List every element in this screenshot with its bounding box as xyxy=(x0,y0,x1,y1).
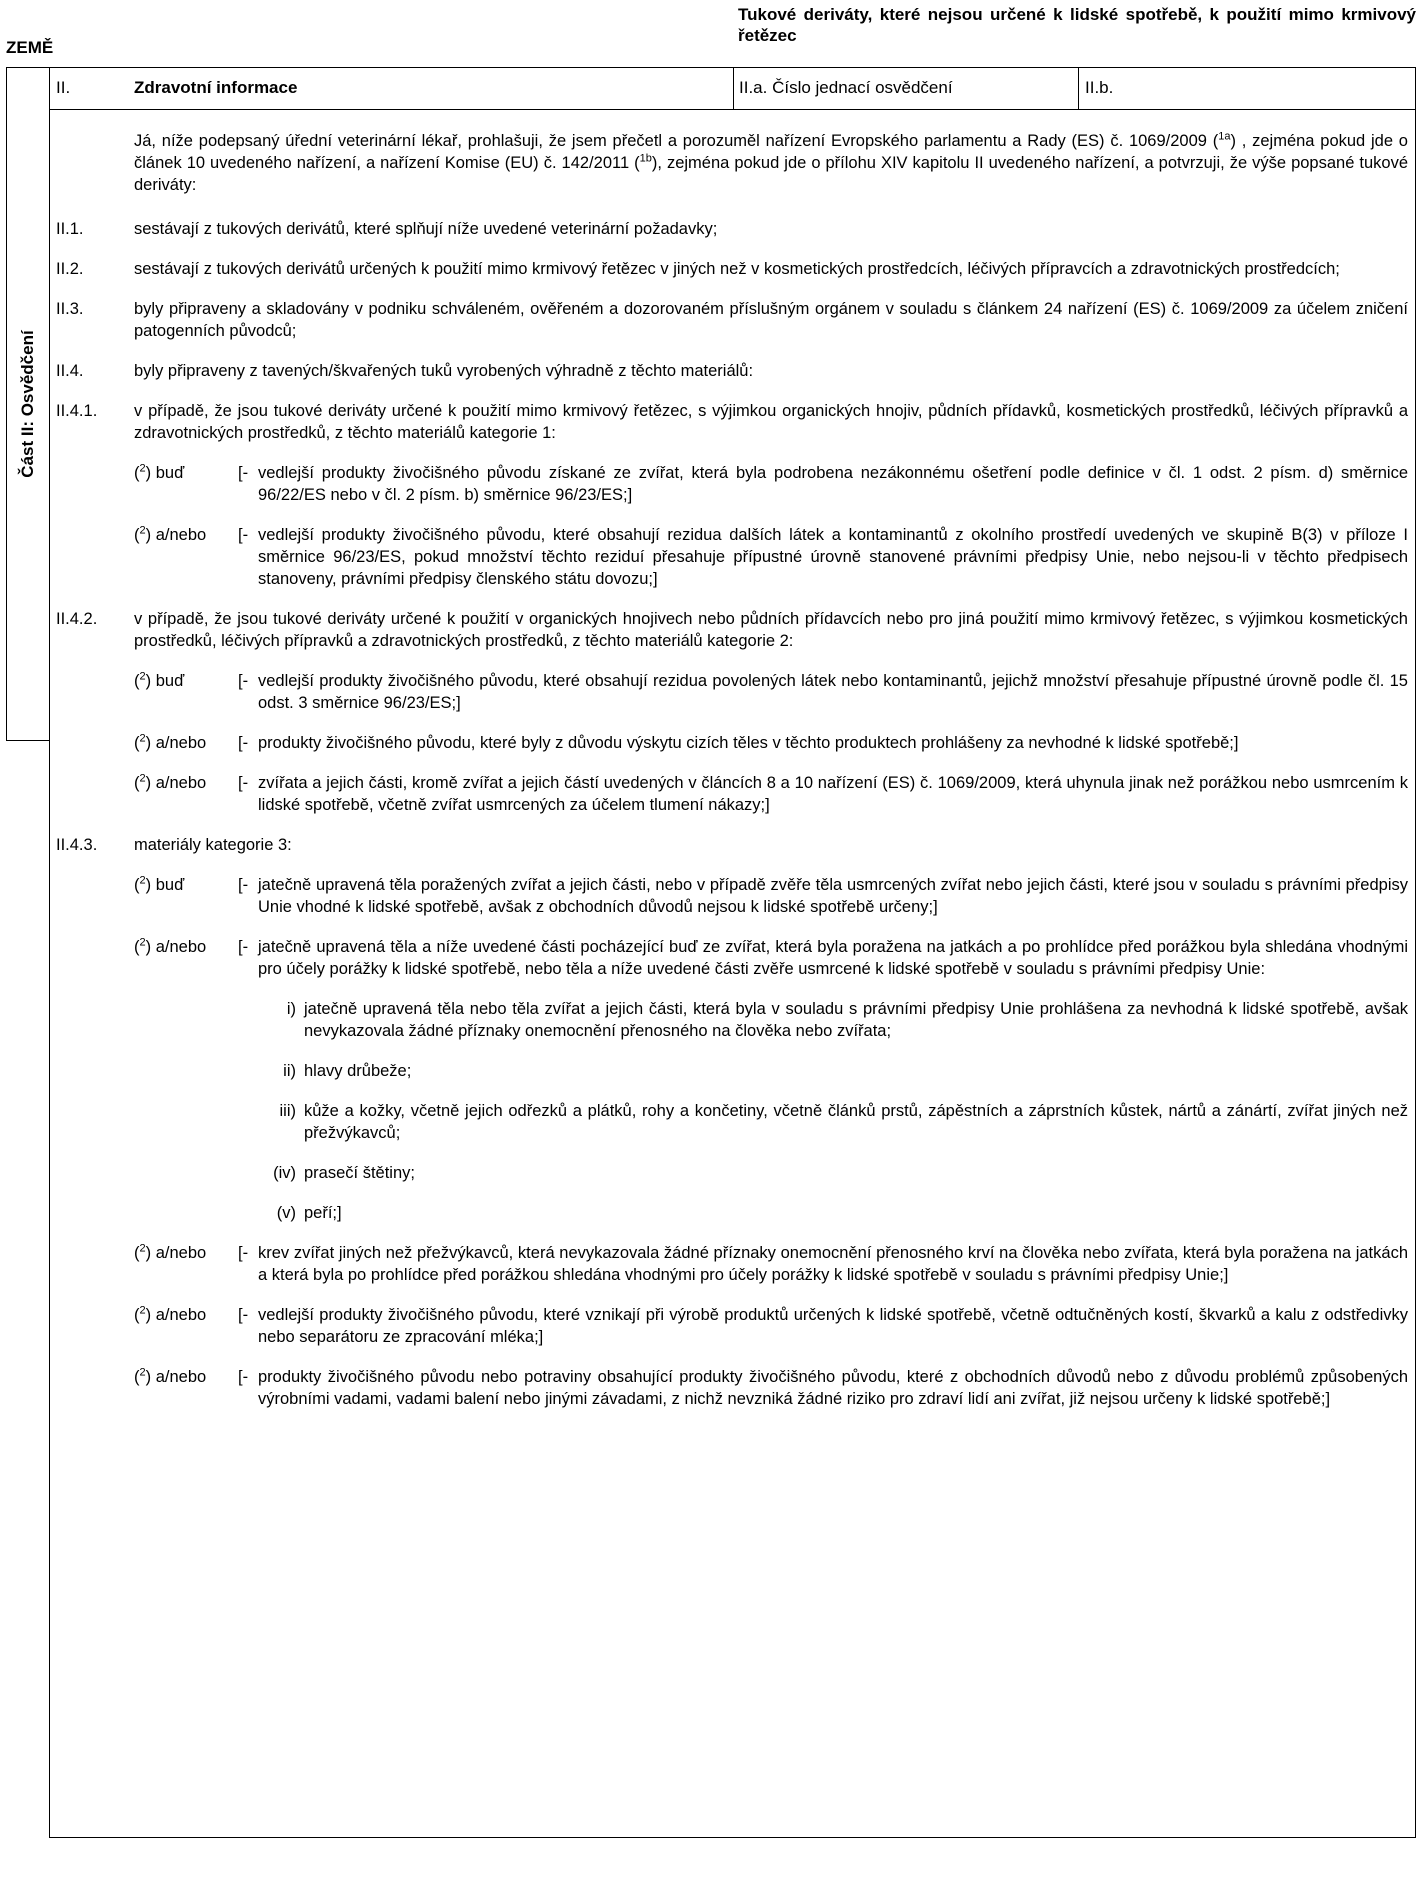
side-label: Část II: Osvědčení xyxy=(18,330,37,478)
country-label: ZEMĚ xyxy=(6,38,54,57)
intro-paragraph: Já, níže podepsaný úřední veterinární lékař, prohlašuji, že jsem přečetl a porozuměl nařízení Evropského parlamentu a Rady (ES) č. 1069/2009 ($^{1a}$) , zejména pokud jde o článek 10 uvedeného nařízení, a nařízení Komise (EU) č. 142/2011 ($^{1b}$), zejména pokud jde o přílohu XIV kapitolu II uvedeného nařízení, a potvrzuji, že výše popsané tukové deriváty: xyxy=(134,130,1408,194)
option-item: ($^2$) a/nebo [- krev zvířat jiných než přežvýkavců, která nevykazovala žádné příznaky onemocnění přenosného krví na člověka nebo zvířata, která byla poražena na jatkách a která byla po prohlídce před porážkou shledána vhodnými pro účely porážky k lidské spotřebě v souladu s právními předpisy Unie;] xyxy=(134,1242,1408,1284)
header-divider-vertical xyxy=(1078,67,1079,110)
option-item: ($^2$) a/nebo [- produkty živočišného původu nebo potraviny obsahující produkty živočišného původu, které z obchodních důvodů nebo z důvodu problémů způsobených výrobními vadami, vadami balení nebo jinými závadami, z nichž nevzniká žádné riziko pro zdraví lidí ani zvířat, již nejsou určeny k lidské spotřebě;] xyxy=(134,1366,1408,1408)
sub-item: i) jatečně upravená těla nebo těla zvířat a jejich části, která byla v souladu s právními předpisy Unie prohlášena za nevhodná k lidské spotřebě, avšak nevykazovala žádné příznaky onemocnění přenosného na člověka nebo zvířata; xyxy=(286,1000,1408,1040)
document-title: Tukové deriváty, které nejsou určené k lidské spotřebě, k použití mimo krmivový řetězec xyxy=(738,5,1416,45)
clause-II-3: II.3. byly připraveny a skladovány v podniku schváleném, ověřeném a dozorovaném příslušným orgánem v souladu s článkem 24 nařízení (ES) č. 1069/2009 za účelem zničení patogenních původců; xyxy=(56,300,1408,340)
option-item: ($^2$) a/nebo [- vedlejší produkty živočišného původu, které obsahují rezidua dalších látek a kontaminantů z okolního prostředí uvedených ve skupině B(3) v příloze I směrnice 96/23/ES, pokud množství těchto reziduí přesahuje přípustné úrovně stanovené právními předpisy Unie, nebo nejsou-li v těchto předpisech stanoveny, právními předpisy členského státu dovozu;] xyxy=(134,524,1408,588)
clause-II-4-3: II.4.3. materiály kategorie 3: xyxy=(56,836,292,854)
sub-item: (v) peří;] xyxy=(276,1204,342,1222)
reference-number-label: II.a. Číslo jednací osvědčení xyxy=(739,78,953,97)
section-title: Zdravotní informace xyxy=(134,78,298,97)
clause-II-4-2: II.4.2. v případě, že jsou tukové deriváty určené k použití v organických hnojivech nebo půdních přídavcích nebo pro jiná použití mimo krmivový řetězec, s výjimkou kosmetických prostředků, léčivých přípravků a zdravotnických prostředků, z těchto materiálů kategorie 2: xyxy=(56,610,1408,650)
certificate-content xyxy=(56,130,1408,1428)
option-item: ($^2$) a/nebo [- produkty živočišného původu, které byly z důvodu výskytu cizích těles v těchto produktech prohlášeny za nevhodné k lidské spotřebě;] xyxy=(134,732,1239,752)
reference-label-b: II.b. xyxy=(1085,78,1114,97)
clause-II-4-1: II.4.1. v případě, že jsou tukové deriváty určené k použití mimo krmivový řetězec, s výjimkou organických hnojiv, půdních přídavků, kosmetických prostředků, léčivých přípravků a zdravotnických prostředků, z těchto materiálů kategorie 1: xyxy=(56,402,1408,442)
sub-item: ii) hlavy drůbeže; xyxy=(283,1062,412,1080)
sub-item: iii) kůže a kožky, včetně jejich odřezků a plátků, rohy a končetiny, včetně článků prstů, zápěstních a záprstních kůstek, nártů a zánártí, zvířat jiných než přežvýkavců; xyxy=(279,1102,1408,1142)
option-item: ($^2$) buď [- jatečně upravená těla poražených zvířat a jejich části, nebo v případě zvěře těla usmrcených zvířat nebo jejich části, které jsou v souladu s právními předpisy Unie vhodné k lidské spotřebě, avšak z obchodních důvodů nejsou k lidské spotřebě určeny;] xyxy=(134,874,1408,916)
section-number: II. xyxy=(56,78,71,97)
clause-II-4: II.4. byly připraveny z tavených/škvařených tuků vyrobených výhradně z těchto materiálů: xyxy=(56,362,754,380)
option-item: ($^2$) buď [- vedlejší produkty živočišného původu získané ze zvířat, která byla podrobena nezákonnému ošetření podle definice v čl. 1 odst. 2 písm. d) směrnice 96/22/ES nebo v čl. 2 písm. b) směrnice 96/23/ES;] xyxy=(134,462,1408,504)
header-divider-vertical xyxy=(733,67,734,110)
clause-II-1: II.1. sestávají z tukových derivátů, které splňují níže uvedené veterinární požadavky; xyxy=(56,220,718,238)
option-item: ($^2$) buď [- vedlejší produkty živočišného původu, které obsahují rezidua povolených látek nebo kontaminantů, jejichž množství přesahuje přípustné úrovně podle čl. 15 odst. 3 směrnice 96/23/ES;] xyxy=(134,670,1408,712)
option-item: ($^2$) a/nebo [- vedlejší produkty živočišného původu, které vznikají při výrobě produktů určených k lidské spotřebě, včetně odtučněných kostí, škvarků a kalu z odstředivky nebo separátoru ze zpracování mléka;] xyxy=(134,1304,1408,1346)
option-item: ($^2$) a/nebo [- zvířata a jejich části, kromě zvířat a jejich částí uvedených v článcích 8 a 10 nařízení (ES) č. 1069/2009, která uhynula jinak než porážkou nebo usmrcením k lidské spotřebě, včetně zvířat usmrcených za účelem tlumení nákazy;] xyxy=(134,772,1408,814)
sub-item: (iv) prasečí štětiny; xyxy=(273,1164,415,1182)
clause-II-2: II.2. sestávají z tukových derivátů určených k použití mimo krmivový řetězec v jiných než v kosmetických prostředcích, léčivých přípravcích a zdravotnických prostředcích; xyxy=(56,260,1340,278)
option-item: ($^2$) a/nebo [- jatečně upravená těla a níže uvedené části pocházející buď ze zvířat, která byla poražena na jatkách a po prohlídce před porážkou byla shledána vhodnými pro účely porážky k lidské spotřebě, nebo těla a níže uvedené části zvěře usmrcené k lidské spotřebě v souladu s právními předpisy Unie: xyxy=(134,936,1408,978)
